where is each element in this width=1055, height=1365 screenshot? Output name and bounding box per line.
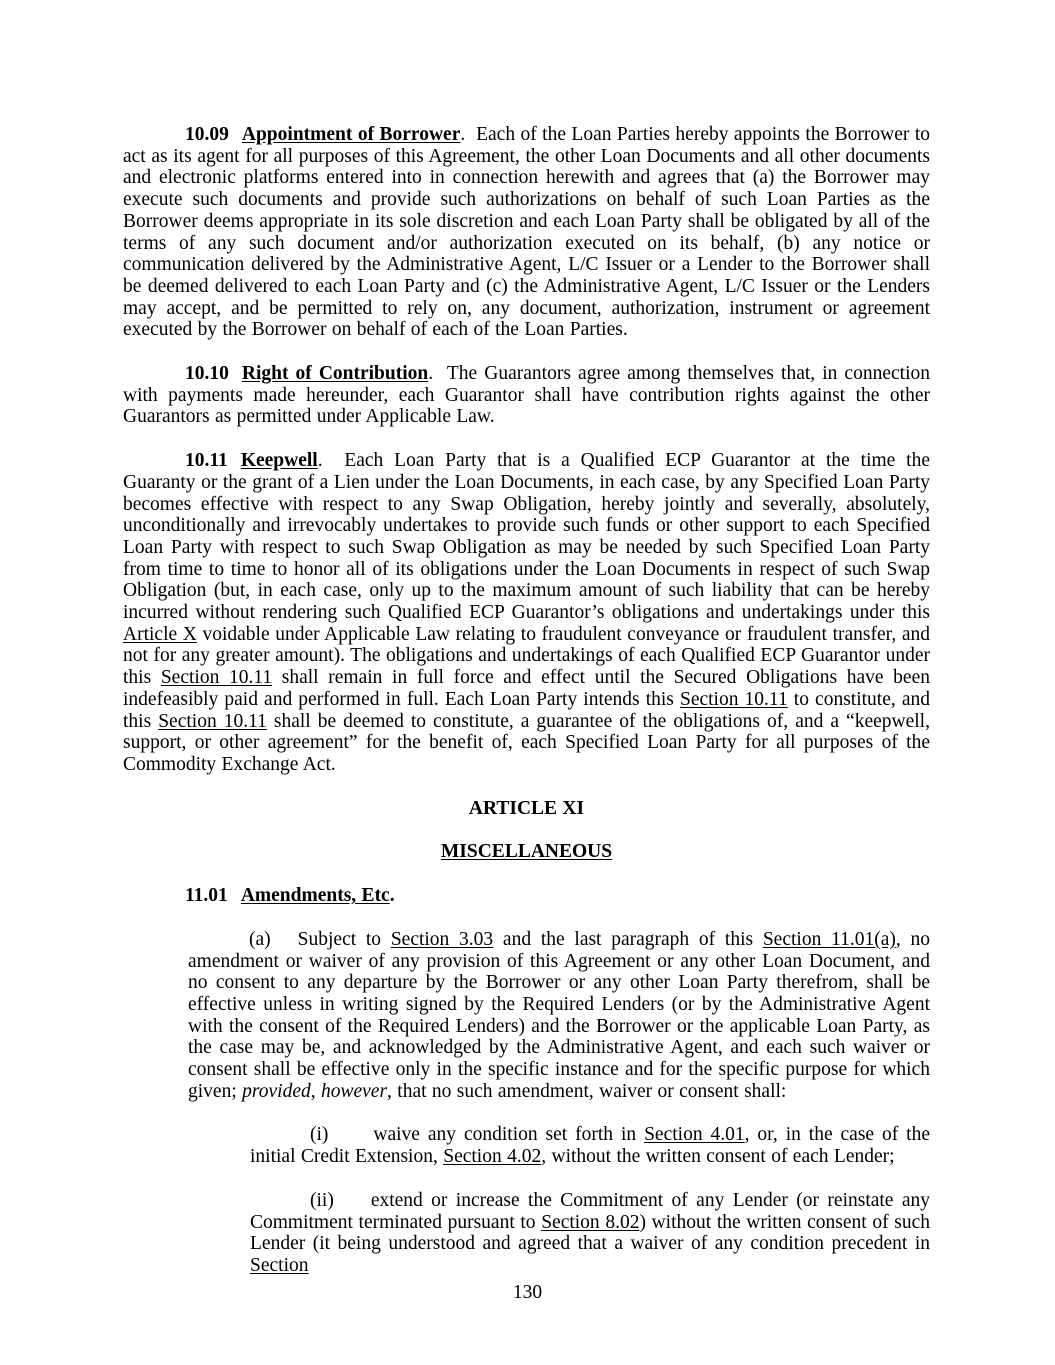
text-run: , without the written consent of each Lender; xyxy=(541,1146,895,1168)
text-run: Article X xyxy=(123,623,197,645)
text-run: . The Guarantors agree among themselves that, in connection with payments made hereunder, each Guarantor shall have contribution rights against the other Guarantors as permitted under Applicable Law. xyxy=(123,363,930,428)
article-xi-heading xyxy=(123,798,930,820)
text-run: (i) xyxy=(310,1124,329,1146)
text-run: 10.09 xyxy=(185,124,229,145)
text-run: MISCELLANEOUS xyxy=(440,841,613,863)
text-run: waive any condition set forth in xyxy=(373,1124,645,1146)
text-run: and the last paragraph of this xyxy=(493,928,763,950)
text-run: Subject to xyxy=(297,928,391,950)
text-run: , or, in the case of the initial Credit Extension, xyxy=(250,1124,931,1168)
paragraph-11-01-a xyxy=(188,929,930,1103)
text-run: Section 11.01(a) xyxy=(762,928,896,950)
paragraph-10-09 xyxy=(123,124,930,341)
text-run: ) without the written consent of such Lender (it being understood and agreed that a waiver of any condition precedent in xyxy=(250,1211,930,1255)
text-run: Section 4.01 xyxy=(644,1124,745,1146)
paragraph-10-10 xyxy=(123,363,930,428)
text-run: Section 10.11 xyxy=(158,710,267,732)
text-run: provided xyxy=(242,1080,311,1102)
text-run: 11.01 xyxy=(185,885,228,907)
text-run: 10.11 xyxy=(185,450,228,472)
text-run: voidable under Applicable Law relating to fraudulent conveyance or fraudulent transfer, and not for any greater amount). The obligations and undertakings of each Qualified ECP Guarantor under this xyxy=(123,623,930,689)
text-run: Section 3.03 xyxy=(390,928,494,950)
text-run: . xyxy=(389,885,395,907)
text-run: , that no such amendment, waiver or consent shall: xyxy=(387,1080,787,1102)
text-run: extend or increase the Commitment of any Lender (or reinstate any Commitment terminated pursuant to xyxy=(250,1189,930,1233)
text-run: ARTICLE XI xyxy=(468,797,585,819)
text-run: , no amendment or waiver of any provision of this Agreement or any other Loan Document, and no consent to any departure by the Borrower or any other Loan Party therefrom, shall be effective unless in writing signed by the Required Lenders (or by the Administrative Agent with the consent of the Required Lenders) and the Borrower or the applicable Loan Party, as the case may be, and acknowledged by the Administrative Agent, and each such waiver or consent shall be effective only in the specific instance and for the specific purpose for which given; xyxy=(188,928,930,1102)
text-run: Section 10.11 xyxy=(679,688,788,710)
text-run: Section xyxy=(250,1254,309,1276)
text-run: Right of Contribution xyxy=(241,363,429,385)
document-body xyxy=(123,124,930,1299)
text-run: shall remain in full force and effect until the Secured Obligations have been indefeasibly paid and performed in full. Each Loan Party intends this xyxy=(123,667,930,710)
clause-ii xyxy=(250,1190,930,1277)
text-run: shall be deemed to constitute, a guarantee of the obligations of, and a “keepwell, support, or other agreement” for the benefit of, each Specified Loan Party for all purposes of the Commodity Exchange Act. xyxy=(123,710,930,775)
text-run: to constitute, and this xyxy=(123,688,930,732)
text-run: Keepwell xyxy=(240,450,318,472)
text-run: . Each of the Loan Parties hereby appoints the Borrower to act as its agent for all purposes of this Agreement, the other Loan Documents and all other documents and electronic platforms entered into in connection herewith and agrees that (a) the Borrower may execute such documents and provide such authorizations on behalf of such Loan Parties as the Borrower deems appropriate in its sole discretion and each Loan Party shall be obligated by all of the terms of any such document and/or authorization executed on its behalf, (b) any notice or communication delivered by the Administrative Agent, L/C Issuer or a Lender to the Borrower shall be deemed delivered to each Loan Party and (c) the Administrative Agent, L/C Issuer or the Lenders may accept, and be permitted to rely on, any document, authorization, instrument or agreement executed by the Borrower on behalf of each of the Loan Parties. xyxy=(123,124,930,341)
text-run: . Each Loan Party that is a Qualified ECP Guarantor at the time the Guaranty or the grant of a Lien under the Loan Documents, in each case, by any Specified Loan Party becomes effective with respect to any Swap Obligation, hereby jointly and severally, absolutely, unconditionally and irrevocably undertakes to provide such funds or other support to each Specified Loan Party with respect to such Swap Obligation as may be needed by such Specified Loan Party from time to time to honor all of its obligations under the Loan Documents in respect of such Swap Obligation (but, in each case, only up to the maximum amount of such liability that can be hereby incurred without rendering such Qualified ECP Guarantor’s obligations and undertakings under this xyxy=(123,450,930,624)
text-run: 10.10 xyxy=(185,363,229,385)
section-11-01-heading xyxy=(123,885,930,907)
text-run: Amendments, Etc xyxy=(240,885,390,907)
paragraph-10-11 xyxy=(123,450,930,776)
page-number: 130 xyxy=(512,1282,543,1303)
text-run: Section 10.11 xyxy=(160,667,273,689)
text-run: however xyxy=(320,1080,388,1102)
text-run: , xyxy=(310,1080,321,1102)
text-run: (a) xyxy=(249,928,271,950)
text-run: Section 4.02 xyxy=(443,1146,542,1168)
text-run: (ii) xyxy=(310,1189,334,1211)
miscellaneous-heading xyxy=(123,841,930,863)
text-run: Appointment of Borrower xyxy=(241,124,461,145)
text-run: Section 8.02 xyxy=(541,1211,640,1233)
clause-i xyxy=(250,1124,930,1167)
